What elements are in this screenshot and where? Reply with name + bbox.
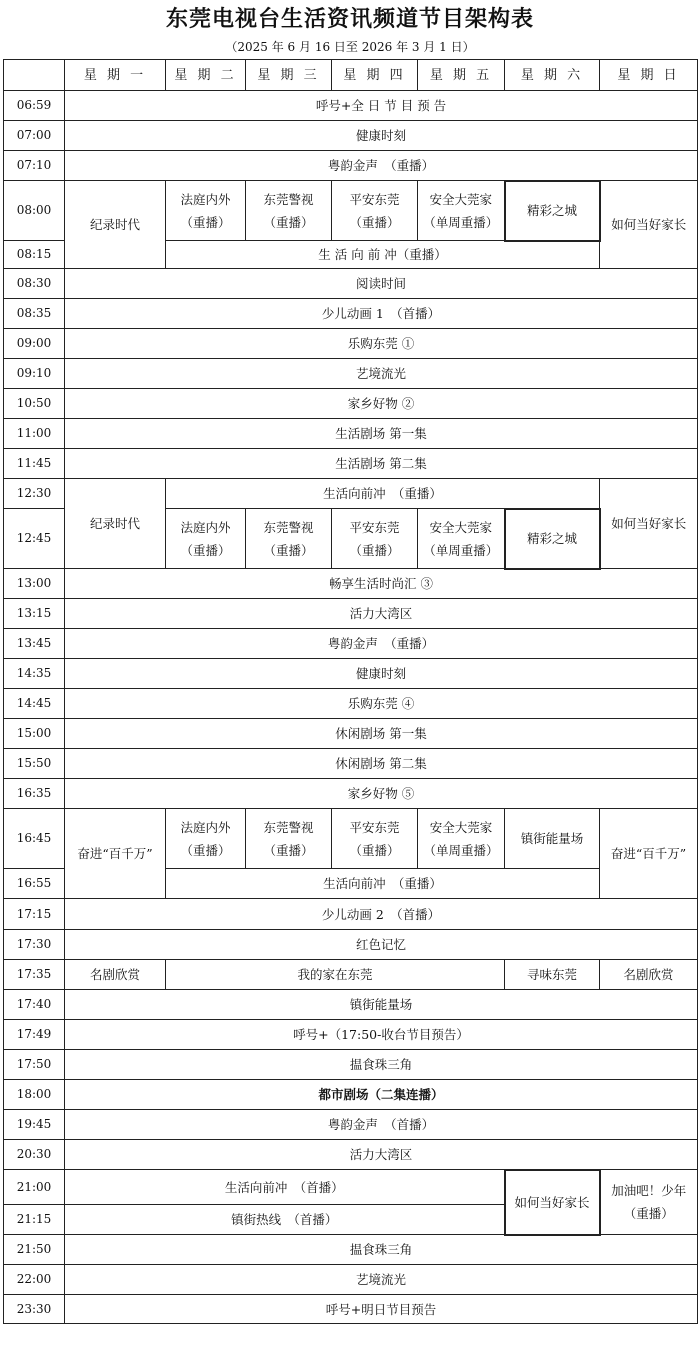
program-cell: 名剧欣赏 [600, 960, 698, 990]
program-cell: 如何当好家长 [600, 181, 698, 269]
program-note: （重播） [263, 214, 314, 230]
program-cell: 艺境流光 [65, 359, 698, 389]
program-cell: 精彩之城 [505, 181, 600, 241]
program-cell: 生活向前冲 （首播） [65, 1170, 505, 1205]
program-cell [332, 509, 418, 569]
schedule-row [4, 930, 698, 960]
program-cell: 粤韵金声 （重播） [65, 629, 698, 659]
program-cell: 阅读时间 [65, 269, 698, 299]
program-title: 安全大莞家 [429, 191, 492, 207]
schedule-row [4, 1020, 698, 1050]
time-cell: 08:00 [4, 181, 65, 241]
time-cell: 13:15 [4, 599, 65, 629]
program-note: （单周重播） [423, 214, 499, 230]
program-cell: 乐购东莞 ④ [65, 689, 698, 719]
time-cell: 16:55 [4, 869, 65, 899]
schedule-row [4, 659, 698, 689]
schedule-row [4, 1295, 698, 1324]
program-cell: 奋进“百千万” [600, 809, 698, 899]
time-cell: 17:40 [4, 990, 65, 1020]
program-cell [166, 809, 246, 869]
program-note: （重播） [349, 214, 400, 230]
schedule-row [4, 779, 698, 809]
program-cell [600, 1170, 698, 1235]
program-cell: 粤韵金声 （重播） [65, 151, 698, 181]
program-cell: 健康时刻 [65, 659, 698, 689]
schedule-row [4, 960, 698, 990]
time-cell: 09:00 [4, 329, 65, 359]
program-cell: 粤韵金声 （首播） [65, 1110, 698, 1140]
program-cell: 休闲剧场 第二集 [65, 749, 698, 779]
time-cell: 12:45 [4, 509, 65, 569]
time-cell: 17:49 [4, 1020, 65, 1050]
program-cell [246, 809, 332, 869]
program-title: 安全大莞家 [429, 519, 492, 535]
program-cell: 揾食珠三角 [65, 1235, 698, 1265]
schedule-row [4, 990, 698, 1020]
schedule-row [4, 359, 698, 389]
program-cell: 乐购东莞 ① [65, 329, 698, 359]
time-cell: 18:00 [4, 1080, 65, 1110]
time-cell: 07:10 [4, 151, 65, 181]
program-cell [166, 181, 246, 241]
schedule-row [4, 689, 698, 719]
program-note: （重播） [180, 542, 231, 558]
schedule-table [3, 59, 698, 1324]
program-cell: 精彩之城 [505, 509, 600, 569]
program-cell: 健康时刻 [65, 121, 698, 151]
schedule-row [4, 1265, 698, 1295]
program-note: （单周重播） [423, 842, 499, 858]
time-cell: 08:35 [4, 299, 65, 329]
program-note: （重播） [180, 842, 231, 858]
program-note: （重播） [349, 842, 400, 858]
program-note: （重播） [623, 1206, 674, 1221]
program-cell [246, 181, 332, 241]
time-cell: 15:50 [4, 749, 65, 779]
header-row [4, 60, 698, 91]
schedule-row [4, 151, 698, 181]
program-cell: 家乡好物 ② [65, 389, 698, 419]
program-cell [418, 809, 505, 869]
program-cell: 艺境流光 [65, 1265, 698, 1295]
time-cell: 16:35 [4, 779, 65, 809]
schedule-row [4, 329, 698, 359]
time-cell: 12:30 [4, 479, 65, 509]
program-cell: 都市剧场（二集连播） [65, 1080, 698, 1110]
schedule-row [4, 1110, 698, 1140]
schedule-row [4, 719, 698, 749]
time-cell: 07:00 [4, 121, 65, 151]
time-cell: 17:30 [4, 930, 65, 960]
time-cell: 13:00 [4, 569, 65, 599]
time-cell: 10:50 [4, 389, 65, 419]
program-cell: 休闲剧场 第一集 [65, 719, 698, 749]
program-title: 平安东莞 [349, 519, 400, 535]
page-title: 东莞电视台生活资讯频道节目架构表 [165, 7, 534, 32]
time-cell: 20:30 [4, 1140, 65, 1170]
day-header: 星 期 一 [65, 60, 166, 91]
time-cell: 21:50 [4, 1235, 65, 1265]
time-cell: 15:00 [4, 719, 65, 749]
schedule-row [4, 299, 698, 329]
time-cell: 11:00 [4, 419, 65, 449]
time-cell: 09:10 [4, 359, 65, 389]
program-cell: 红色记忆 [65, 930, 698, 960]
program-title: 平安东莞 [349, 191, 400, 207]
program-title: 安全大莞家 [429, 819, 493, 835]
program-title: 法庭内外 [180, 819, 231, 835]
program-note: （重播） [263, 842, 314, 858]
time-cell: 17:50 [4, 1050, 65, 1080]
schedule-row [4, 599, 698, 629]
day-header: 星 期 四 [332, 60, 418, 91]
day-header: 星 期 五 [418, 60, 505, 91]
program-note: （单周重播） [423, 542, 499, 558]
program-cell: 纪录时代 [65, 479, 166, 569]
schedule-row [4, 449, 698, 479]
schedule-row [4, 629, 698, 659]
program-title: 法庭内外 [180, 519, 231, 535]
time-cell: 21:00 [4, 1170, 65, 1205]
program-cell: 镇街热线 （首播） [65, 1205, 505, 1235]
time-cell: 23:30 [4, 1295, 65, 1324]
program-title: 东莞警视 [263, 191, 314, 207]
schedule-row [4, 91, 698, 121]
program-cell: 生活剧场 第二集 [65, 449, 698, 479]
time-cell: 14:45 [4, 689, 65, 719]
schedule-row [4, 1235, 698, 1265]
program-cell: 少儿动画 2 （首播） [65, 899, 698, 930]
schedule-row [4, 749, 698, 779]
schedule-row [4, 269, 698, 299]
program-cell [166, 509, 246, 569]
schedule-row [4, 1080, 698, 1110]
program-title: 加油吧！少年 [611, 1183, 687, 1198]
page-subtitle: （2025 年 6 月 16 日至 2026 年 3 月 1 日） [225, 40, 475, 54]
day-header: 星 期 六 [505, 60, 600, 91]
time-cell: 21:15 [4, 1205, 65, 1235]
program-cell: 镇街能量场 [65, 990, 698, 1020]
program-note: （重播） [263, 542, 314, 558]
program-cell [418, 509, 505, 569]
program-cell: 寻味东莞 [505, 960, 600, 990]
time-cell: 16:45 [4, 809, 65, 869]
program-cell: 纪录时代 [65, 181, 166, 269]
program-cell: 如何当好家长 [600, 479, 698, 569]
program-cell: 畅享生活时尚汇 ③ [65, 569, 698, 599]
program-cell: 名剧欣赏 [65, 960, 166, 990]
program-cell [418, 181, 505, 241]
time-cell: 19:45 [4, 1110, 65, 1140]
program-cell: 呼号+明日节目预告 [65, 1295, 698, 1324]
program-cell: 呼号+（17:50-收台节目预告） [65, 1020, 698, 1050]
time-cell: 17:15 [4, 899, 65, 930]
time-cell: 08:15 [4, 241, 65, 269]
program-note: （重播） [349, 542, 400, 558]
schedule-row [4, 1050, 698, 1080]
program-title: 东莞警视 [263, 819, 314, 835]
program-cell [332, 181, 418, 241]
program-cell: 少儿动画 1 （首播） [65, 299, 698, 329]
program-cell: 生活向前冲 （重播） [166, 479, 600, 509]
time-cell: 22:00 [4, 1265, 65, 1295]
program-cell: 如何当好家长 [505, 1170, 600, 1235]
program-cell: 我的家在东莞 [166, 960, 505, 990]
schedule-row [4, 389, 698, 419]
program-cell: 镇街能量场 [505, 809, 600, 869]
schedule-row [4, 121, 698, 151]
schedule-row [4, 1170, 698, 1205]
day-header: 星 期 日 [600, 60, 698, 91]
day-header: 星 期 三 [246, 60, 332, 91]
program-cell [246, 509, 332, 569]
time-cell: 11:45 [4, 449, 65, 479]
day-header: 星 期 二 [166, 60, 246, 91]
time-cell: 06:59 [4, 91, 65, 121]
program-cell: 呼号+全 日 节 目 预 告 [65, 91, 698, 121]
time-cell: 08:30 [4, 269, 65, 299]
program-title: 平安东莞 [349, 819, 400, 835]
program-note: （重播） [180, 214, 231, 230]
schedule-row [4, 809, 698, 869]
program-cell: 活力大湾区 [65, 599, 698, 629]
schedule-row [4, 181, 698, 241]
program-cell: 生活剧场 第一集 [65, 419, 698, 449]
time-cell: 14:35 [4, 659, 65, 689]
corner-cell [4, 60, 65, 91]
program-cell [332, 809, 418, 869]
schedule-row [4, 479, 698, 509]
program-cell: 活力大湾区 [65, 1140, 698, 1170]
time-cell: 17:35 [4, 960, 65, 990]
program-cell: 奋进“百千万” [65, 809, 166, 899]
schedule-row [4, 569, 698, 599]
program-title: 东莞警视 [263, 519, 314, 535]
schedule-row [4, 419, 698, 449]
time-cell: 13:45 [4, 629, 65, 659]
schedule-row [4, 1140, 698, 1170]
schedule-row [4, 899, 698, 930]
program-cell: 生活向前冲 （重播） [166, 869, 600, 899]
program-cell: 揾食珠三角 [65, 1050, 698, 1080]
program-cell: 生 活 向 前 冲（重播） [166, 241, 600, 269]
program-cell: 家乡好物 ⑤ [65, 779, 698, 809]
program-title: 法庭内外 [180, 191, 231, 207]
